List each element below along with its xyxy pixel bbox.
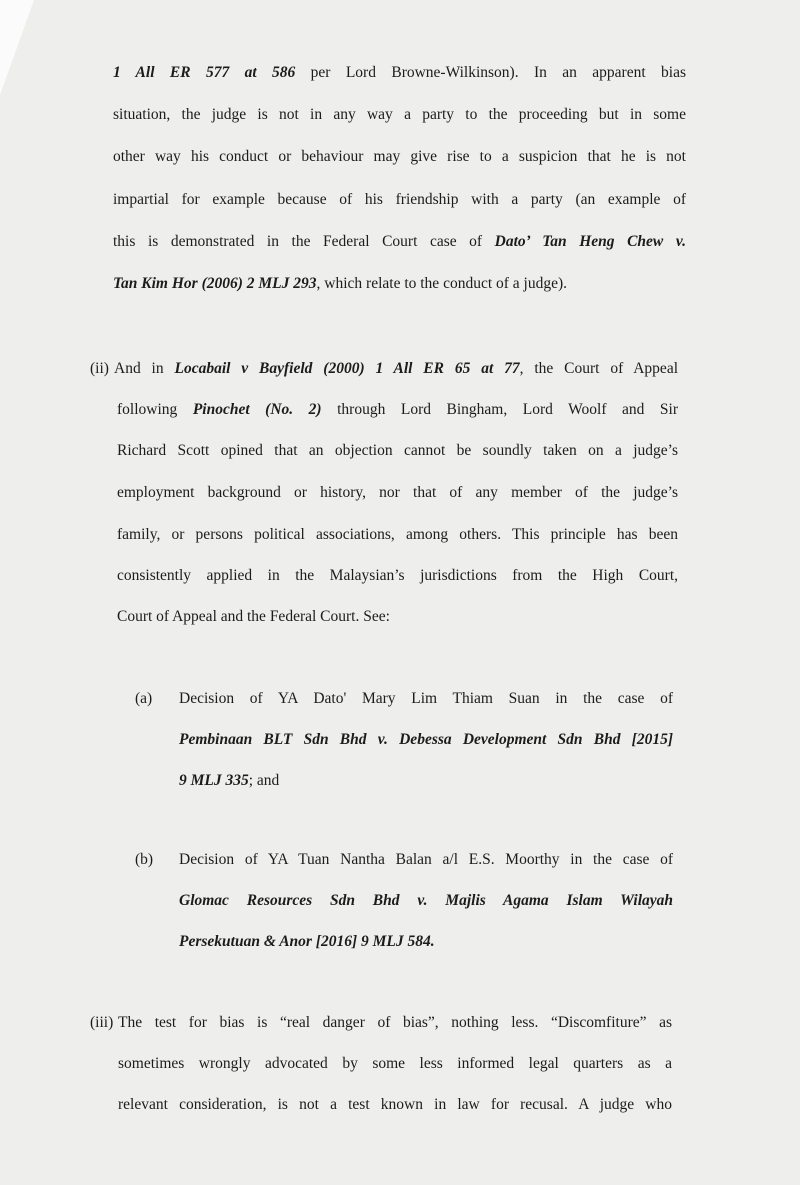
text-line: situation, the judge is not in any way a party to the proceeding but in some xyxy=(113,106,686,123)
text-line: The test for bias is “real danger of bias”, nothing less. “Discomfiture” as xyxy=(118,1014,672,1031)
list-marker: (iii) xyxy=(90,1014,114,1031)
text-line: 9 MLJ 335; and xyxy=(179,772,280,789)
case-citation: Glomac Resources Sdn Bhd v. Majlis Agama Islam Wilayah xyxy=(179,892,673,909)
list-marker: (ii) xyxy=(90,360,109,377)
text-line: Court of Appeal and the Federal Court. See: xyxy=(117,608,390,625)
text-line: employment background or history, nor that of any member of the judge’s xyxy=(117,484,678,501)
text-line: other way his conduct or behaviour may give rise to a suspicion that he is not xyxy=(113,148,686,165)
page-corner-shadow xyxy=(0,0,34,95)
list-marker: (a) xyxy=(135,690,153,707)
text-line: Decision of YA Dato' Mary Lim Thiam Suan in the case of xyxy=(179,690,673,707)
text-line: Richard Scott opined that an objection cannot be soundly taken on a judge’s xyxy=(117,442,678,459)
text-line: And in Locabail v Bayfield (2000) 1 All ER 65 at 77, the Court of Appeal xyxy=(114,360,678,377)
text-line: family, or persons political associations, among others. This principle has been xyxy=(117,526,678,543)
case-citation: Pembinaan BLT Sdn Bhd v. Debessa Development Sdn Bhd [2015] xyxy=(179,731,673,748)
case-citation: Persekutuan & Anor [2016] 9 MLJ 584. xyxy=(179,933,435,950)
text-line: Tan Kim Hor (2006) 2 MLJ 293, which relate to the conduct of a judge). xyxy=(113,275,568,292)
text-line: this is demonstrated in the Federal Court case of Dato’ Tan Heng Chew v. xyxy=(113,233,686,250)
text-line: sometimes wrongly advocated by some less informed legal quarters as a xyxy=(118,1055,672,1072)
text-line: following Pinochet (No. 2) through Lord Bingham, Lord Woolf and Sir xyxy=(117,401,678,418)
text-line: Decision of YA Tuan Nantha Balan a/l E.S. Moorthy in the case of xyxy=(179,851,673,868)
text-line: consistently applied in the Malaysian’s jurisdictions from the High Court, xyxy=(117,567,678,584)
list-marker: (b) xyxy=(135,851,154,868)
text-line: relevant consideration, is not a test known in law for recusal. A judge who xyxy=(118,1096,672,1113)
text-line: impartial for example because of his friendship with a party (an example of xyxy=(113,191,686,208)
text-line: 1 All ER 577 at 586 per Lord Browne-Wilkinson). In an apparent bias xyxy=(113,64,686,81)
